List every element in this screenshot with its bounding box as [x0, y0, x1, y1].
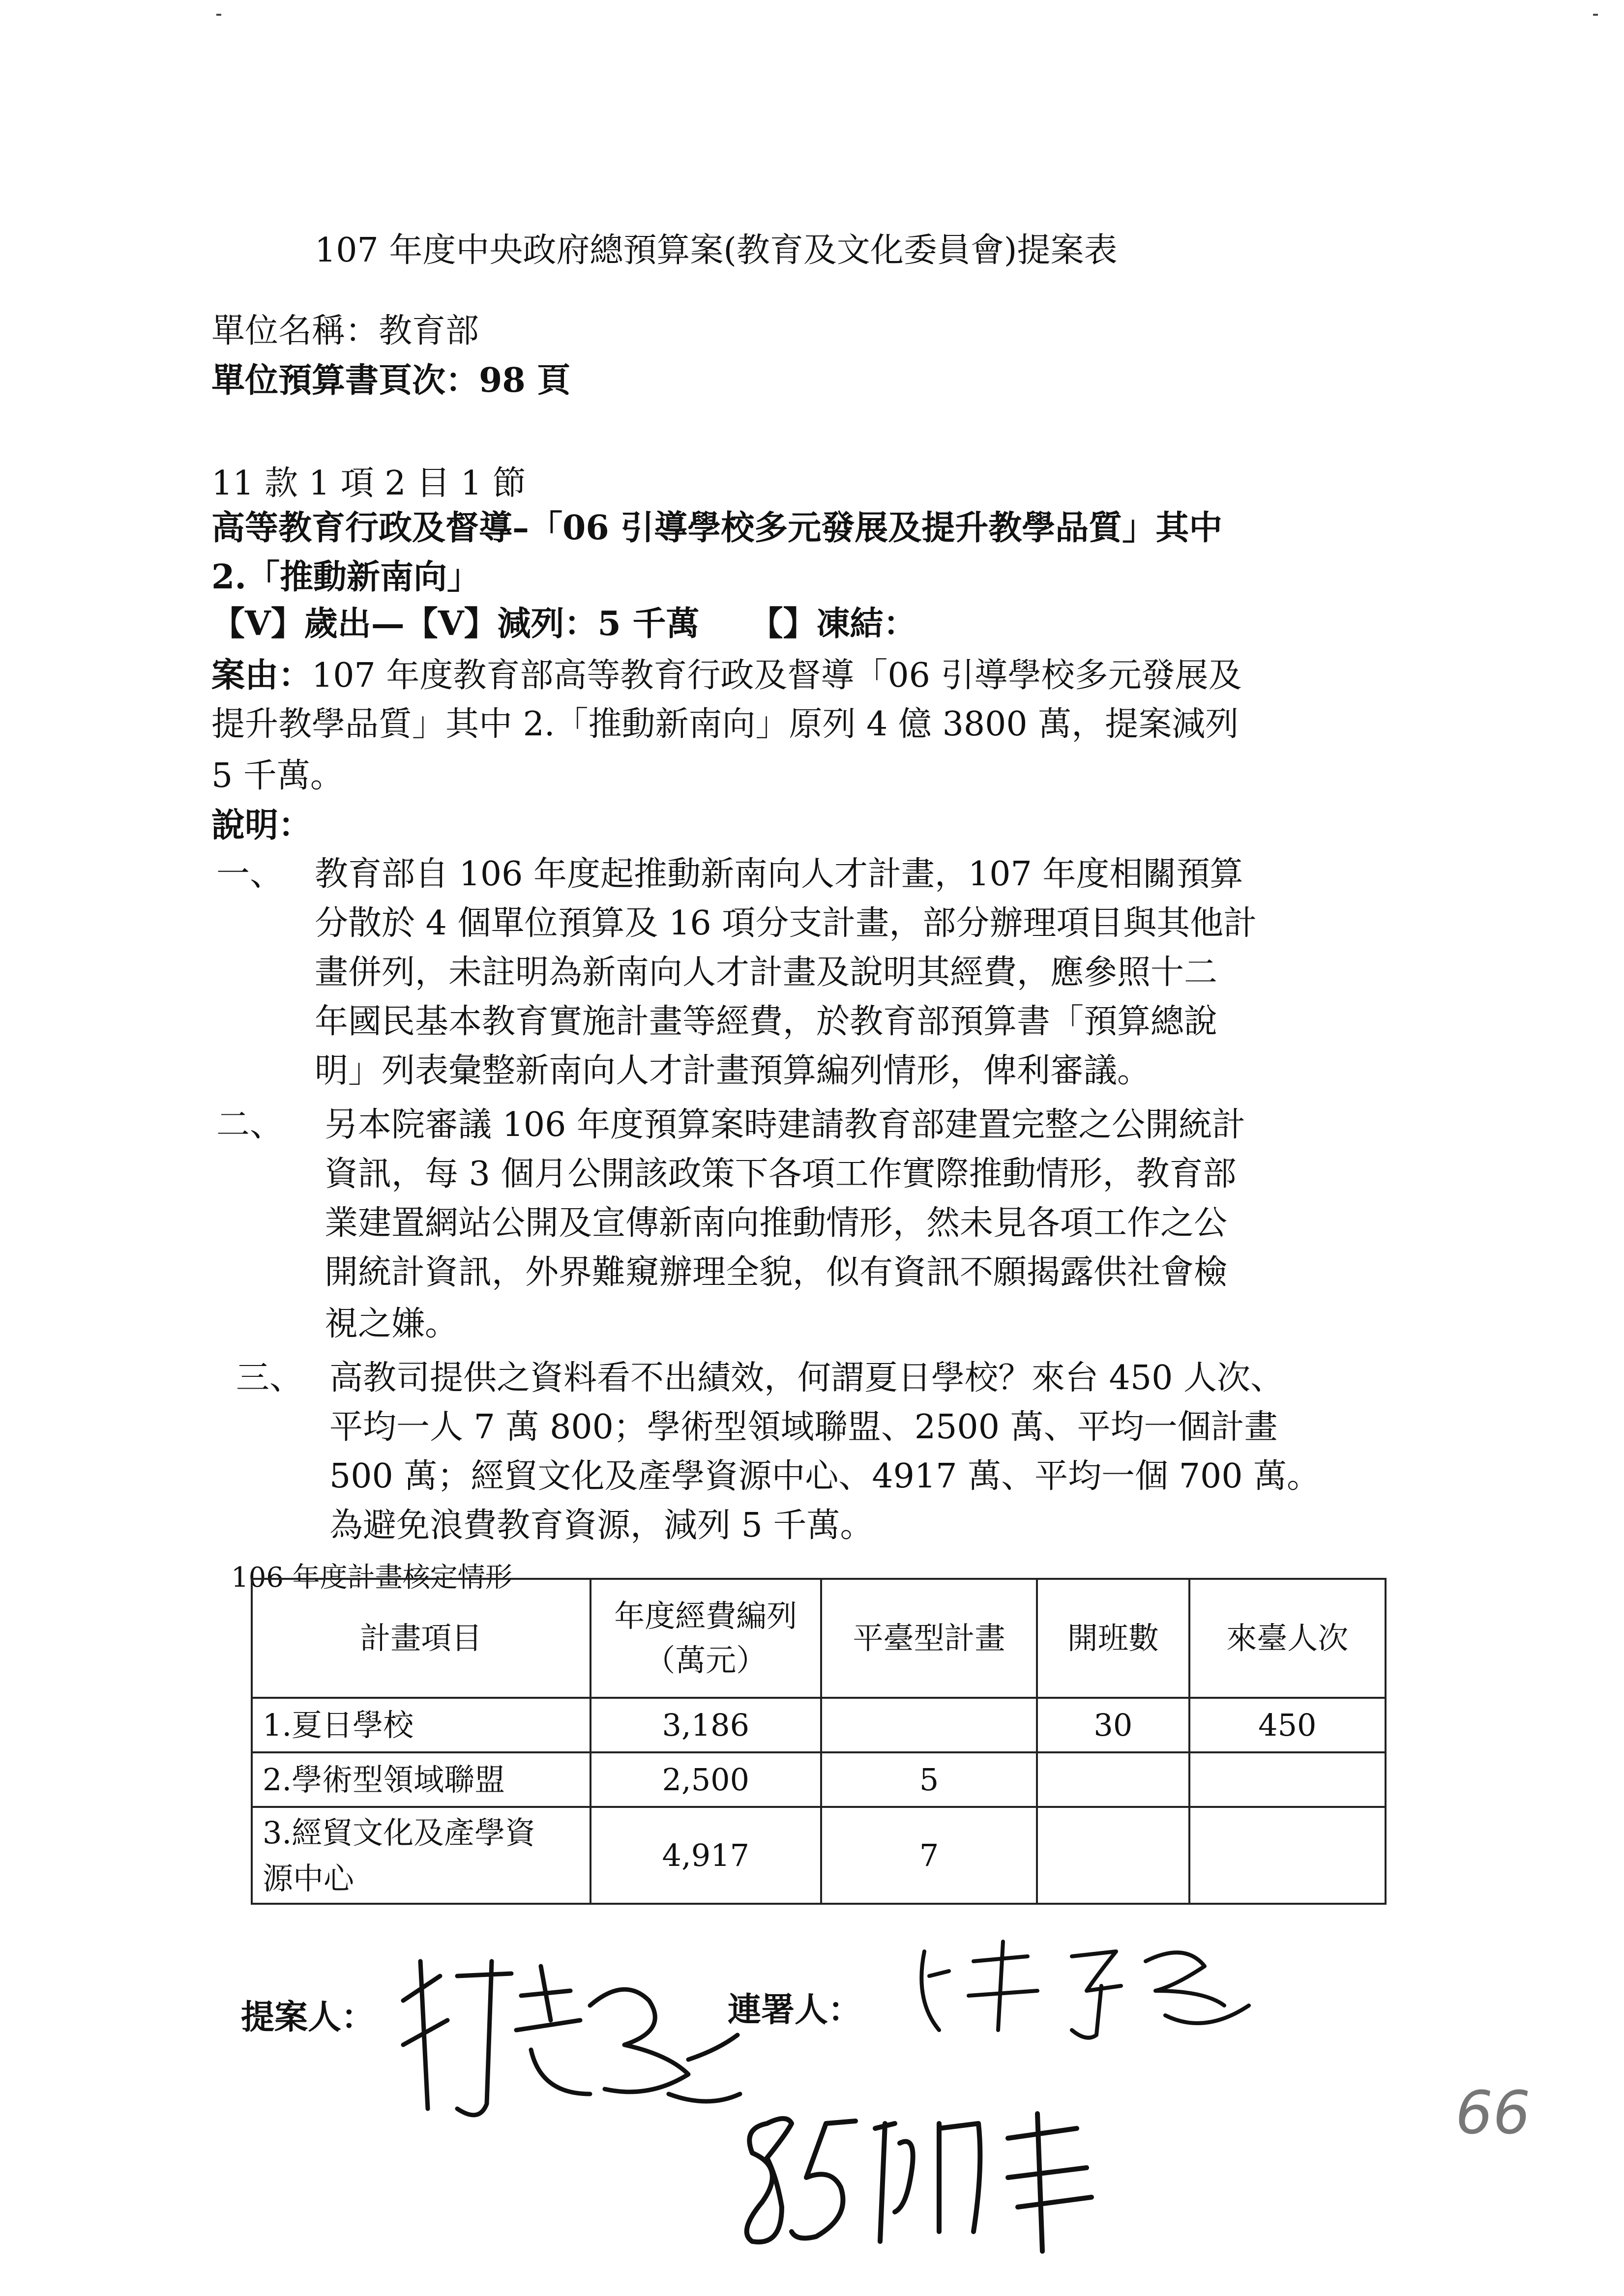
- cell-visitors: [1189, 1807, 1386, 1904]
- cell-classes: [1037, 1807, 1189, 1904]
- cell-classes: [1037, 1752, 1189, 1807]
- table-row: [252, 1752, 1386, 1807]
- cell-item: [252, 1807, 591, 1904]
- cell-item: 1.夏日學校: [252, 1698, 591, 1752]
- explanation-label: 說明：: [211, 806, 312, 845]
- cell-item-line: 源中心: [263, 1860, 354, 1896]
- header-budget-line: 年度經費編列: [614, 1598, 797, 1634]
- reason-line-2: 提升教學品質」其中 2.「推動新南向」原列 4 億 3800 萬，提案減列: [211, 705, 1239, 744]
- cell-platform: [821, 1698, 1037, 1752]
- reason-line-1: [211, 656, 1242, 695]
- action-line: 【V】歲出—【V】減列：5 千萬 【】凍結：: [211, 604, 917, 643]
- unit-name: 單位名稱：教育部: [211, 312, 479, 350]
- cell-budget: 4,917: [591, 1807, 821, 1904]
- item-line: 教育部自 106 年度起推動新南向人才計畫，107 年度相關預算: [315, 855, 1243, 894]
- header-budget-unit: （萬元）: [645, 1642, 767, 1679]
- cell-budget: 3,186: [591, 1698, 821, 1752]
- scan-mark: [1593, 14, 1598, 16]
- program-line-2: 2.「推動新南向」: [211, 557, 480, 597]
- page-number: 66: [1455, 2079, 1531, 2148]
- item-number: 三、: [236, 1359, 303, 1397]
- header-platform: 平臺型計畫: [821, 1579, 1037, 1698]
- item-line: 視之嫌。: [325, 1305, 459, 1343]
- plan-approval-table: [251, 1578, 1387, 1905]
- cosigner-label: 連署人：: [728, 1990, 862, 2030]
- cell-visitors: 450: [1189, 1698, 1386, 1752]
- item-line: 業建置網站公開及宣傳新南向推動情形，然未見各項工作之公: [325, 1204, 1228, 1243]
- reason-text: 107 年度教育部高等教育行政及督導「06 引導學校多元發展及: [312, 656, 1242, 695]
- item-line: 為避免浪費教育資源，減列 5 千萬。: [329, 1506, 874, 1545]
- cell-classes: 30: [1037, 1698, 1189, 1752]
- item-line: 另本院審議 106 年度預算案時建請教育部建置完整之公開統計: [325, 1105, 1246, 1144]
- item-line: 明」列表彙整新南向人才計畫預算編列情形，俾利審議。: [315, 1051, 1151, 1090]
- cosigner-signature: [910, 1932, 1254, 2045]
- item-line: 畫併列，未註明為新南向人才計畫及說明其經費，應參照十二: [315, 953, 1218, 992]
- document-title: 107 年度中央政府總預算案(教育及文化委員會)提案表: [315, 231, 1118, 270]
- item-line: 高教司提供之資料看不出績效，何謂夏日學校？來台 450 人次、: [329, 1359, 1284, 1397]
- header-budget: [591, 1579, 821, 1698]
- cosigner-signature: [733, 2094, 1136, 2256]
- budget-code: 11 款 1 項 2 目 1 節: [211, 464, 526, 503]
- cell-item-line: 3.經貿文化及產學資: [263, 1814, 536, 1851]
- table-row: [252, 1807, 1386, 1904]
- header-classes: 開班數: [1037, 1579, 1189, 1698]
- cell-item: 2.學術型領域聯盟: [252, 1752, 591, 1807]
- table-header-row: [252, 1579, 1386, 1698]
- header-item: 計畫項目: [252, 1579, 591, 1698]
- reason-label: 案由：: [211, 656, 312, 695]
- cell-platform: 5: [821, 1752, 1037, 1807]
- item-line: 資訊，每 3 個月公開該政策下各項工作實際推動情形，教育部: [325, 1155, 1237, 1193]
- item-number: 一、: [216, 855, 284, 894]
- table-row: [252, 1698, 1386, 1752]
- item-line: 分散於 4 個單位預算及 16 項分支計畫，部分辦理項目與其他計: [315, 904, 1257, 943]
- scan-mark: [216, 14, 221, 16]
- table-caption: 106 年度計畫核定情形: [231, 1562, 513, 1594]
- reason-line-3: 5 千萬。: [211, 756, 344, 795]
- item-line: 平均一人 7 萬 800；學術型領域聯盟、2500 萬、平均一個計畫: [329, 1408, 1278, 1447]
- budget-page: 單位預算書頁次：98 頁: [211, 361, 571, 400]
- item-line: 500 萬；經貿文化及產學資源中心、4917 萬、平均一個 700 萬。: [329, 1457, 1321, 1496]
- program-line-1: 高等教育行政及督導–「06 引導學校多元發展及提升教學品質」其中: [211, 508, 1223, 548]
- proposer-signature: [393, 1947, 747, 2153]
- cell-budget: 2,500: [591, 1752, 821, 1807]
- cell-platform: 7: [821, 1807, 1037, 1904]
- header-visitors: 來臺人次: [1189, 1579, 1386, 1698]
- proposer-label: 提案人：: [241, 1998, 375, 2037]
- item-line: 年國民基本教育實施計畫等經費，於教育部預算書「預算總說: [315, 1002, 1218, 1041]
- cell-visitors: [1189, 1752, 1386, 1807]
- item-line: 開統計資訊，外界難窺辦理全貌，似有資訊不願揭露供社會檢: [325, 1253, 1228, 1292]
- item-number: 二、: [216, 1105, 284, 1144]
